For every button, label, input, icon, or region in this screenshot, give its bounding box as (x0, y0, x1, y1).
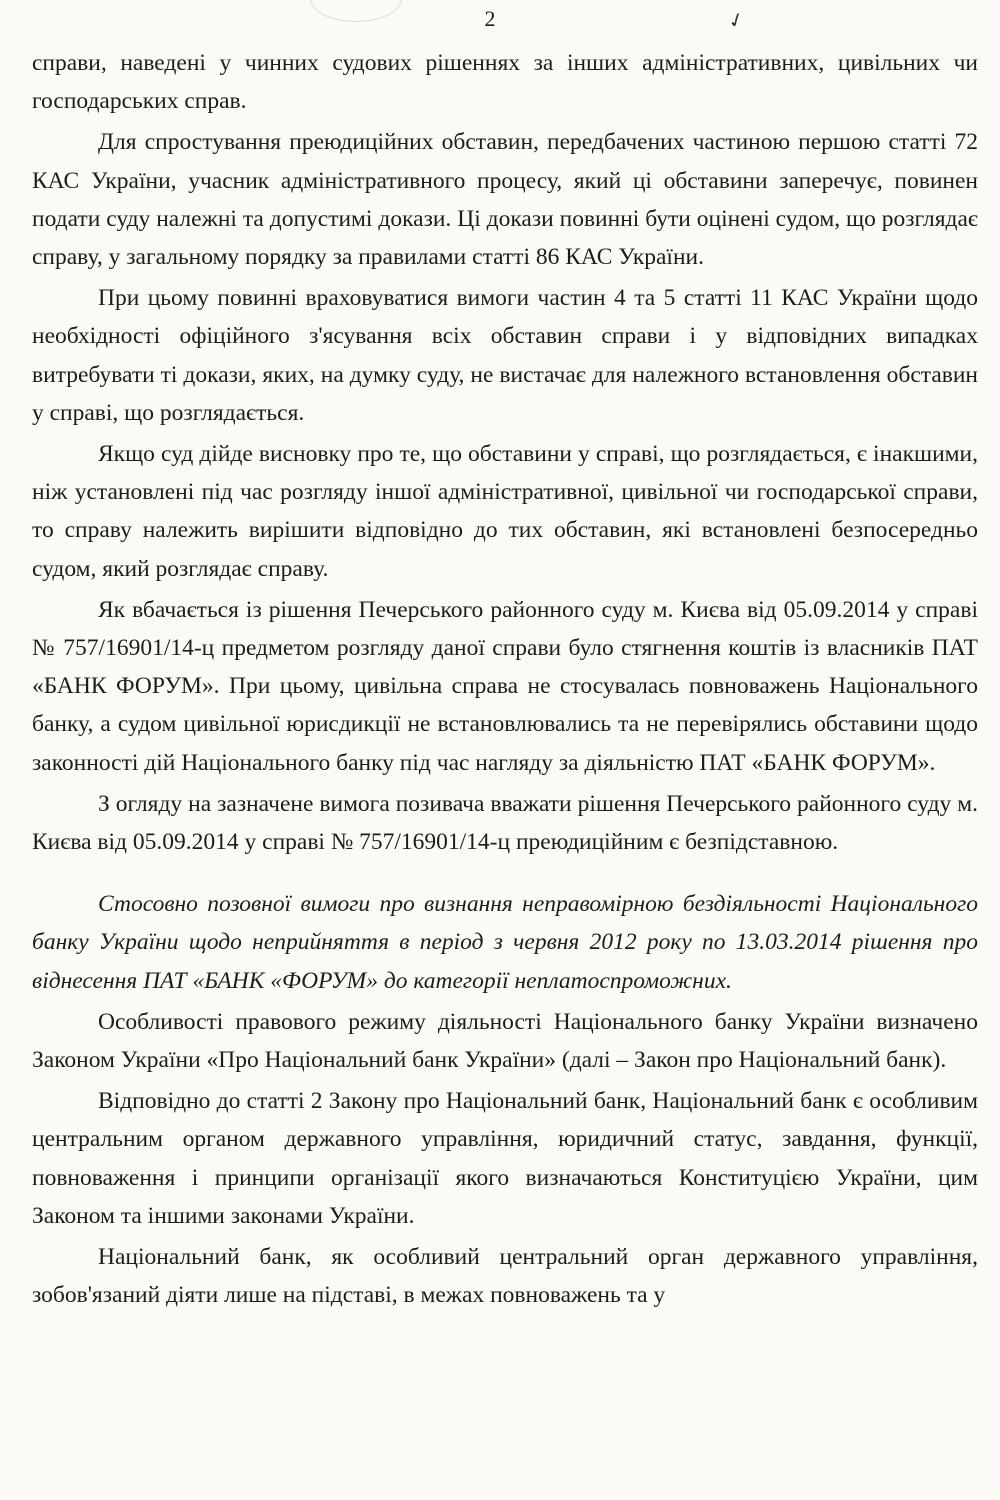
page-number: 2 (484, 6, 496, 31)
paragraph-10: Національний банк, як особливий центральний орган державного управління, зобов'язаний діяти лише на підставі, в межах повноважень та у (32, 1244, 978, 1309)
paragraph-2: Для спростування преюдиційних обставин, передбачених частиною першою статті 72 КАС України, учасник адміністративного процесу, який ці обставини заперечує, повинен подати суду належні та допустимі докази. Ці докази повинні бути оцінені судом, що розглядає справу, у загальному порядку за правилами статті 86 КАС України. (32, 129, 978, 271)
paragraph-1: справи, наведені у чинних судових рішеннях за інших адміністративних, цивільних чи господарських справ. (32, 50, 978, 115)
section-heading-italic: Стосовно позовної вимоги про визнання неправомірною бездіяльності Національного банку України щодо неприйняття в період з червня 2012 року по 13.03.2014 рішення про віднесення ПАТ «БАНК «ФОРУМ» до категорії неплатоспроможних. (32, 891, 978, 994)
paragraph-9: Відповідно до статті 2 Закону про Національний банк, Національний банк є особливим центральним органом державного управління, юридичний статус, завдання, функції, повноваження і принципи організації якого визначаються Конституцією України, цим Законом та іншими законами України. (32, 1088, 978, 1229)
paragraph-3: При цьому повинні враховуватися вимоги частин 4 та 5 статті 11 КАС України щодо необхідності офіційного з'ясування всіх обставин справи і у відповідних випадках витребувати ті докази, яких, на думку суду, не вистачає для належного встановлення обставин у справі, що розглядається. (32, 285, 978, 426)
document-body (32, 44, 978, 1318)
paragraph-4: Якщо суд дійде висновку про те, що обставини у справі, що розглядається, є інакшими, ніж установлені під час розгляду іншої адміністративної, цивільної чи господарської справи, то справу належить вирішити відповідно до тих обставин, які встановлені безпосередньо судом, який розглядає справу. (32, 441, 978, 582)
paragraph-6: З огляду на зазначене вимога позивача вважати рішення Печерського районного суду м. Києва від 05.09.2014 у справі № 757/16901/14-ц преюдиційним є безпідставною. (32, 790, 978, 856)
paragraph-5: Як вбачається із рішення Печерського районного суду м. Києва від 05.09.2014 у справі № 757/16901/14-ц предметом розгляду даної справи було стягнення коштів із власників ПАТ «БАНК ФОРУМ». При цьому, цивільна справа не стосувалась повноважень Національного банку, а судом цивільної юрисдикції не встановлювались та не перевірялись обставини щодо законності дій Національного банку під час нагляду за діяльністю ПАТ «БАНК ФОРУМ». (32, 596, 978, 776)
pen-mark: ✓ (724, 7, 749, 35)
paragraph-8: Особливості правового режиму діяльності Національного банку України визначено Законом України «Про Національний банк України» (далі – Закон про Національний банк). (32, 1008, 978, 1074)
